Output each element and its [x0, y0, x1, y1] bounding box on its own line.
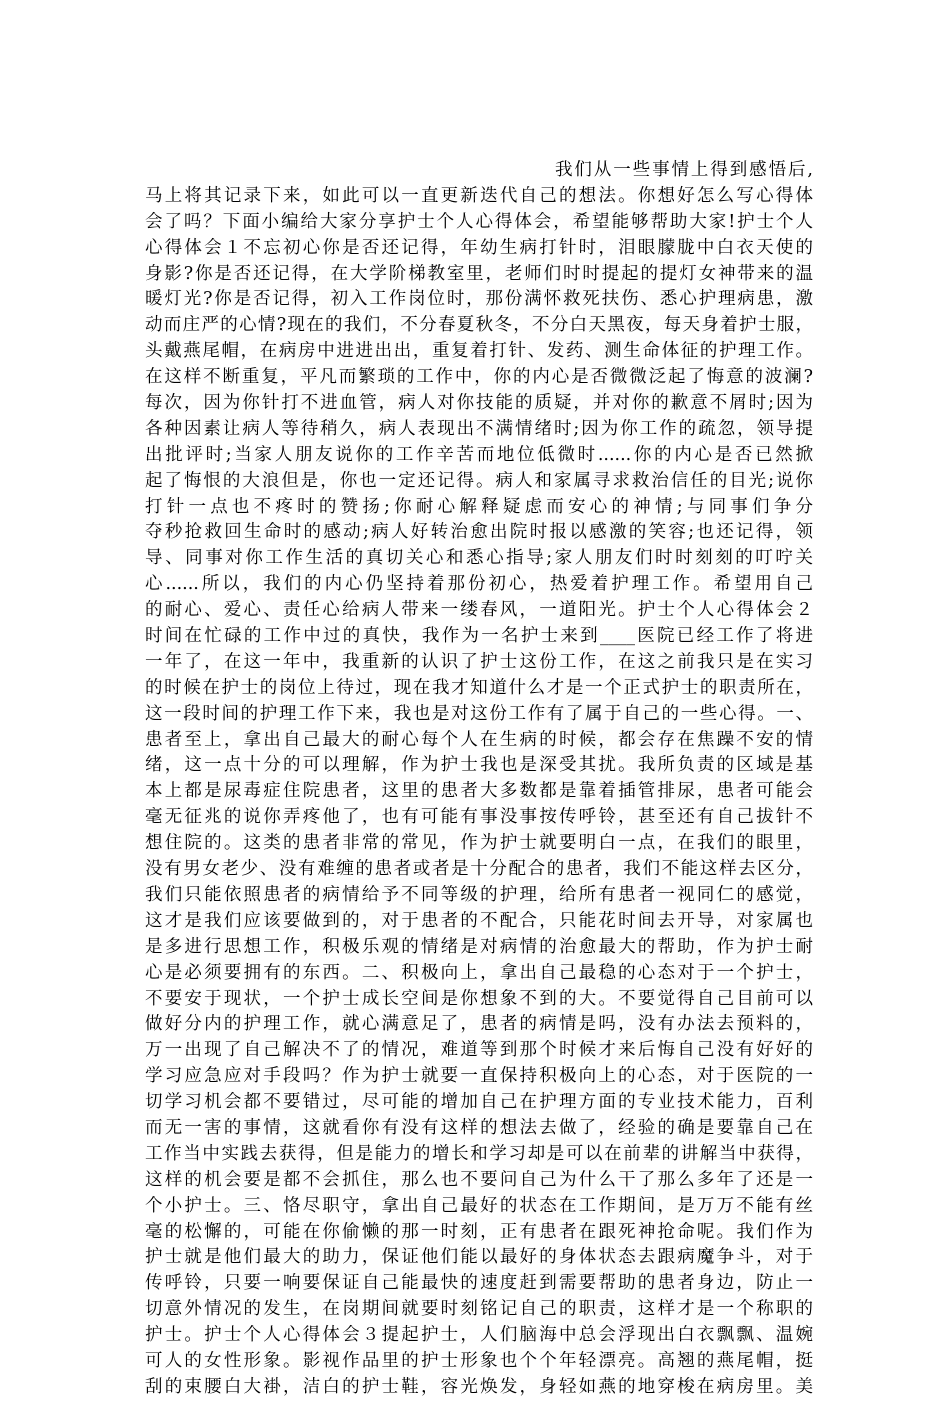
- text-line: 每次，因为你针打不进血管，病人对你技能的质疑，并对你的歉意不屑时;因为: [145, 393, 813, 414]
- text-line: 切意外情况的发生，在岗期间就要时刻铭记自己的职责，这样才是一个称职的: [145, 1299, 813, 1320]
- text-line: 是多进行思想工作，积极乐观的情绪是对病情的治愈最大的帮助，作为护士耐: [145, 936, 813, 957]
- text-line: 马上将其记录下来，如此可以一直更新迭代自己的想法。你想好怎么写心得体: [145, 185, 813, 206]
- text-line: 各种因素让病人等待稍久，病人表现出不满情绪时;因为你工作的疏忽，领导提: [145, 418, 813, 439]
- text-line: 时间在忙碌的工作中过的真快，我作为一名护士来到____医院已经工作了将进: [145, 626, 813, 647]
- text-line: 导、同事对你工作生活的真切关心和悉心指导;家人朋友们时时刻刻的叮咛关: [145, 548, 813, 569]
- text-line: 护士就是他们最大的助力，保证他们能以最好的身体状态去跟病魔争斗，对于: [145, 1247, 813, 1268]
- text-line: 我们只能依照患者的病情给予不同等级的护理，给所有患者一视同仁的感觉，: [145, 884, 813, 905]
- text-line: 夺秒抢救回生命时的感动;病人好转治愈出院时报以感激的笑容;也还记得，领: [145, 522, 813, 543]
- essay-body: [145, 158, 813, 1401]
- text-line: 可人的女性形象。影视作品里的护士形象也个个年轻漂亮。高翘的燕尾帽，挺: [145, 1350, 813, 1371]
- text-line: 这一段时间的护理工作下来，我也是对这份工作有了属于自己的一些心得。一、: [145, 703, 813, 724]
- text-line: 传呼铃，只要一响要保证自己能最快的速度赶到需要帮助的患者身边，防止一: [145, 1273, 813, 1294]
- text-line: 心......所以，我们的内心仍坚持着那份初心，热爱着护理工作。希望用自己: [145, 574, 813, 595]
- text-line: 在这样不断重复，平凡而繁琐的工作中，你的内心是否微微泛起了悔意的波澜?: [145, 367, 813, 388]
- text-line: 暖灯光?你是否记得，初入工作岗位时，那份满怀救死扶伤、悉心护理病患，激: [145, 289, 813, 310]
- text-line: 打针一点也不疼时的赞扬;你耐心解释疑虑而安心的神情;与同事们争分: [145, 496, 813, 517]
- text-line: 绪，这一点十分的可以理解，作为护士我也是深受其扰。我所负责的区域是基: [145, 755, 813, 776]
- text-line: 工作当中实践去获得，但是能力的增长和学习却是可以在前辈的讲解当中获得，: [145, 1143, 813, 1164]
- text-line: 不要安于现状，一个护士成长空间是你想象不到的大。不要觉得自己目前可以: [145, 988, 813, 1009]
- text-line: 本上都是尿毒症住院患者，这里的患者大多数都是靠着插管排尿，患者可能会: [145, 781, 813, 802]
- text-line: 学习应急应对手段吗？作为护士就要一直保持积极向上的心态，对于医院的一: [145, 1066, 813, 1087]
- text-line: 这才是我们应该要做到的，对于患者的不配合，只能花时间去开导，对家属也: [145, 910, 813, 931]
- text-line: 刮的束腰白大褂，洁白的护士鞋，容光焕发，身轻如燕的地穿梭在病房里。美: [145, 1376, 813, 1397]
- text-line: 没有男女老少、没有难缠的患者或者是十分配合的患者，我们不能这样去区分，: [145, 859, 813, 880]
- text-line: 切学习机会都不要错过，尽可能的增加自己在护理方面的专业技术能力，百利: [145, 1092, 813, 1113]
- text-line: 会了吗？下面小编给大家分享护士个人心得体会，希望能够帮助大家!护士个人: [145, 211, 813, 232]
- text-line: 起了悔恨的大浪但是，你也一定还记得。病人和家属寻求救治信任的目光;说你: [145, 470, 813, 491]
- text-line: 做好分内的护理工作，就心满意足了，患者的病情是吗，没有办法去预料的，: [145, 1014, 813, 1035]
- text-line: 身影?你是否还记得，在大学阶梯教室里，老师们时时提起的提灯女神带来的温: [145, 263, 813, 284]
- text-line: 一年了，在这一年中，我重新的认识了护士这份工作，在这之前我只是在实习: [145, 651, 813, 672]
- text-line: 护士。护士个人心得体会３提起护士，人们脑海中总会浮现出白衣飘飘、温婉: [145, 1325, 813, 1346]
- text-line: 这样的机会要是都不会抓住，那么也不要问自己为什么干了那么多年了还是一: [145, 1169, 813, 1190]
- text-line: 想住院的。这类的患者非常的常见，作为护士就要明白一点，在我们的眼里，: [145, 833, 813, 854]
- text-line: 心是必须要拥有的东西。二、积极向上，拿出自己最稳的心态对于一个护士，: [145, 962, 813, 983]
- text-line: 动而庄严的心情?现在的我们，不分春夏秋冬，不分白天黑夜，每天身着护士服，: [145, 315, 813, 336]
- text-line: 万一出现了自己解决不了的情况，难道等到那个时候才来后悔自己没有好好的: [145, 1040, 813, 1061]
- text-line: 而无一害的事情，这就看你有没有这样的想法去做了，经验的确是要靠自己在: [145, 1117, 813, 1138]
- text-line: 个小护士。三、恪尽职守，拿出自己最好的状态在工作期间，是万万不能有丝: [145, 1195, 813, 1216]
- text-line: 患者至上，拿出自己最大的耐心每个人在生病的时候，都会存在焦躁不安的情: [145, 729, 813, 750]
- text-line: 心得体会１不忘初心你是否还记得，年幼生病打针时，泪眼朦胧中白衣天使的: [145, 237, 813, 258]
- text-line: 出批评时;当家人朋友说你的工作辛苦而地位低微时......你的内心是否已然掀: [145, 444, 813, 465]
- text-line: 的耐心、爱心、责任心给病人带来一缕春风，一道阳光。护士个人心得体会２: [145, 600, 813, 621]
- text-line: 我们从一些事情上得到感悟后,: [555, 160, 813, 180]
- text-line: 毫无征兆的说你弄疼他了，也有可能有事没事按传呼铃，甚至还有自己拔针不: [145, 807, 813, 828]
- text-line: 头戴燕尾帽，在病房中进进出出，重复着打针、发药、测生命体征的护理工作。: [145, 341, 813, 362]
- text-line: 的时候在护士的岗位上待过，现在我才知道什么才是一个正式护士的职责所在，: [145, 677, 813, 698]
- text-line: 毫的松懈的，可能在你偷懒的那一时刻，正有患者在跟死神抢命呢。我们作为: [145, 1221, 813, 1242]
